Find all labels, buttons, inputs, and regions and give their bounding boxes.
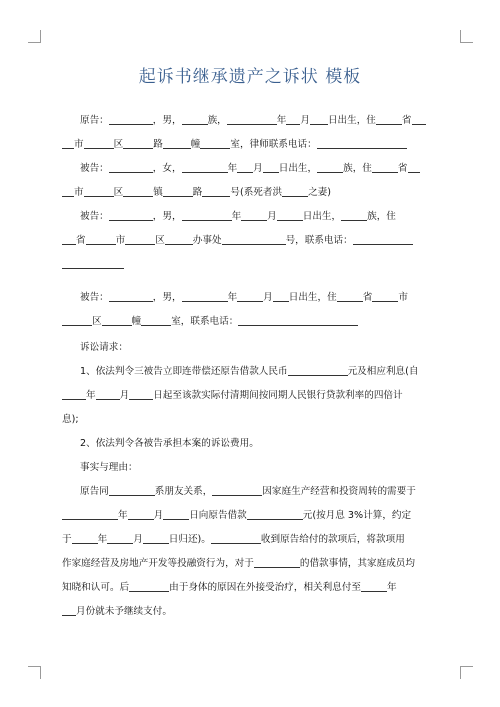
text: 年	[227, 292, 238, 303]
text: 年	[276, 115, 287, 126]
blank[interactable]	[123, 138, 153, 149]
text: 日起至该款实际付清期间按同期人民银行贷款利率的四倍计	[153, 390, 403, 401]
blank[interactable]	[237, 162, 253, 173]
blank[interactable]	[72, 533, 98, 544]
text: 月	[300, 115, 310, 126]
text: 因家庭生产经营和投资周转的需要于	[262, 486, 416, 497]
blank-phone-cont[interactable]	[62, 258, 124, 269]
text: 号(系死者洪	[230, 187, 283, 198]
blank[interactable]	[102, 315, 132, 326]
blank[interactable]	[182, 210, 232, 221]
plaintiff-line-1	[62, 114, 442, 127]
blank[interactable]	[376, 114, 402, 125]
blank[interactable]	[182, 291, 228, 302]
text: 市	[398, 292, 408, 303]
text: ，男，	[152, 115, 182, 126]
text: 族，住	[343, 163, 372, 174]
text: 幢	[131, 316, 142, 327]
facts-line-3	[62, 533, 442, 546]
blank[interactable]	[163, 509, 189, 520]
blank[interactable]	[361, 581, 387, 592]
blank-amount[interactable]	[288, 365, 348, 376]
text: 月	[267, 211, 277, 222]
text: 日归还)。	[168, 534, 211, 545]
text: 市	[115, 235, 126, 246]
text: 元(按月息 3%计算，约定	[302, 510, 412, 521]
facts-line-4	[62, 557, 442, 570]
text: 路	[153, 139, 163, 150]
blank[interactable]	[84, 186, 114, 197]
text: 省	[76, 235, 86, 246]
blank[interactable]	[237, 291, 263, 302]
blank[interactable]	[62, 605, 76, 616]
blank[interactable]	[62, 138, 74, 149]
blank[interactable]	[337, 291, 363, 302]
text: 区	[113, 139, 124, 150]
text: 日出生，	[302, 211, 342, 222]
blank[interactable]	[129, 581, 169, 592]
text: 的借款事情，其家庭成员均	[299, 558, 415, 569]
blank[interactable]	[254, 557, 300, 568]
blank[interactable]	[412, 114, 426, 125]
facts-heading: 事实与理由：	[80, 462, 138, 473]
text: ，男，	[152, 211, 182, 222]
text: 室，联系电话：	[171, 316, 239, 327]
blank[interactable]	[96, 389, 120, 400]
blank-amount[interactable]	[247, 509, 303, 520]
defendant-label: 被告：	[80, 211, 109, 222]
text: 日向原告借款	[189, 510, 247, 521]
blank-defendant-name[interactable]	[109, 162, 153, 173]
blank[interactable]	[107, 533, 133, 544]
text: 年	[97, 534, 108, 545]
defendant2-line-3	[62, 258, 442, 271]
blank[interactable]	[263, 162, 279, 173]
text: 月	[253, 163, 263, 174]
crop-mark-bottom-left	[28, 666, 41, 679]
text: 办事处	[192, 235, 222, 246]
blank[interactable]	[273, 291, 289, 302]
text: 市	[74, 139, 84, 150]
claim-1-line-1	[62, 365, 442, 378]
text: 号，联系电话：	[285, 235, 353, 246]
blank[interactable]	[62, 315, 92, 326]
blank[interactable]	[341, 210, 367, 221]
text: 原告同	[80, 486, 109, 497]
text: 区	[155, 235, 165, 246]
text: 系朋友关系，	[154, 486, 213, 497]
text: 镇	[153, 187, 163, 198]
plaintiff-line-2	[62, 138, 442, 151]
text: ，男，	[152, 292, 182, 303]
blank[interactable]	[241, 210, 267, 221]
blank[interactable]	[202, 186, 230, 197]
text: 月	[133, 534, 143, 545]
blank[interactable]	[109, 485, 155, 496]
text: 1、依法判令三被告立即连带偿还原告借款人民币	[80, 366, 288, 377]
blank[interactable]	[143, 533, 169, 544]
text: ，女，	[152, 163, 182, 174]
text: 室，律师联系电话：	[230, 139, 317, 150]
defendant2-line-1	[62, 210, 442, 223]
text: 区	[113, 187, 124, 198]
blank[interactable]	[317, 162, 343, 173]
document-body	[62, 114, 442, 618]
text: 省	[401, 115, 412, 126]
claim-1-line-3: 息);	[62, 414, 79, 425]
defendant3-line-2	[62, 315, 442, 328]
facts-line-5	[62, 581, 442, 594]
blank-defendant-name[interactable]	[109, 210, 153, 221]
text: 月	[263, 292, 273, 303]
blank[interactable]	[62, 389, 86, 400]
blank[interactable]	[163, 138, 191, 149]
text: 元及相应利息(自	[347, 366, 419, 377]
text: 月	[153, 510, 164, 521]
text: 日出生，	[278, 163, 318, 174]
text: 省	[362, 292, 373, 303]
text: 年	[387, 582, 397, 593]
blank-lawyer-phone[interactable]	[317, 138, 407, 149]
defendant3-line-1	[62, 291, 442, 304]
blank[interactable]	[128, 509, 154, 520]
blank[interactable]	[182, 162, 228, 173]
blank[interactable]	[310, 114, 328, 125]
text: 日出生，住	[288, 292, 337, 303]
text: 月份就未予继续支付。	[76, 606, 172, 617]
crop-mark-top-left	[28, 30, 41, 43]
blank[interactable]	[123, 186, 153, 197]
crop-mark-bottom-right	[460, 666, 473, 679]
text: 幢	[190, 139, 201, 150]
text: 月	[119, 390, 130, 401]
blank[interactable]	[286, 114, 300, 125]
text: 由于身体的原因在外接受治疗，相关利息付至	[169, 582, 362, 593]
blank[interactable]	[84, 138, 114, 149]
defendant2-line-2	[62, 234, 442, 247]
blank-defendant-name[interactable]	[109, 291, 153, 302]
blank[interactable]	[182, 114, 208, 125]
blank[interactable]	[211, 533, 261, 544]
defendant-label: 被告：	[80, 292, 109, 303]
blank[interactable]	[372, 162, 398, 173]
text: 作家庭经营及房地产开发等投融资行为，对于	[62, 558, 254, 569]
claims-heading: 诉讼请求：	[80, 342, 128, 353]
claim-2-line: 2、依法判令各被告承担本案的诉讼费用。	[80, 438, 259, 449]
text: 省	[397, 163, 408, 174]
blank[interactable]	[212, 485, 262, 496]
facts-line-2	[62, 509, 442, 522]
blank[interactable]	[372, 291, 398, 302]
text: 之妻)	[308, 187, 332, 198]
text: 路	[192, 187, 203, 198]
blank-phone[interactable]	[238, 315, 358, 326]
blank[interactable]	[129, 389, 153, 400]
facts-line-1	[62, 485, 442, 498]
blank-phone[interactable]	[353, 234, 413, 245]
blank-plaintiff-name[interactable]	[109, 114, 153, 125]
text: 族，住	[367, 211, 396, 222]
blank[interactable]	[86, 234, 116, 245]
text: 年	[227, 163, 238, 174]
blank[interactable]	[277, 210, 303, 221]
text: 于	[62, 534, 72, 545]
crop-mark-top-right	[460, 30, 473, 43]
text: 市	[74, 187, 84, 198]
text: 知晓和认可。后	[62, 582, 130, 593]
text: 收到原告给付的款项后，将款项用	[260, 534, 405, 545]
blank[interactable]	[408, 162, 420, 173]
text: 区	[92, 316, 102, 327]
defendant-label: 被告：	[80, 163, 109, 174]
blank[interactable]	[222, 234, 286, 245]
text: 年	[118, 510, 128, 521]
text: 年	[86, 390, 96, 401]
blank[interactable]	[165, 234, 193, 245]
document-title: 起诉书继承遗产之诉状 模板	[138, 67, 362, 87]
defendant1-line-2	[62, 186, 442, 199]
blank[interactable]	[62, 186, 74, 197]
blank[interactable]	[125, 234, 155, 245]
blank[interactable]	[227, 114, 277, 125]
text: 族，	[207, 115, 227, 126]
blank[interactable]	[62, 509, 118, 520]
defendant1-line-1	[62, 162, 442, 175]
claim-1-line-2	[62, 389, 442, 402]
blank[interactable]	[163, 186, 193, 197]
blank[interactable]	[282, 186, 308, 197]
blank[interactable]	[200, 138, 230, 149]
facts-line-6	[62, 605, 442, 618]
text: 年	[231, 211, 242, 222]
plaintiff-label: 原告：	[80, 115, 109, 126]
blank[interactable]	[62, 234, 76, 245]
text: 日出生，住	[327, 115, 376, 126]
blank[interactable]	[141, 315, 171, 326]
